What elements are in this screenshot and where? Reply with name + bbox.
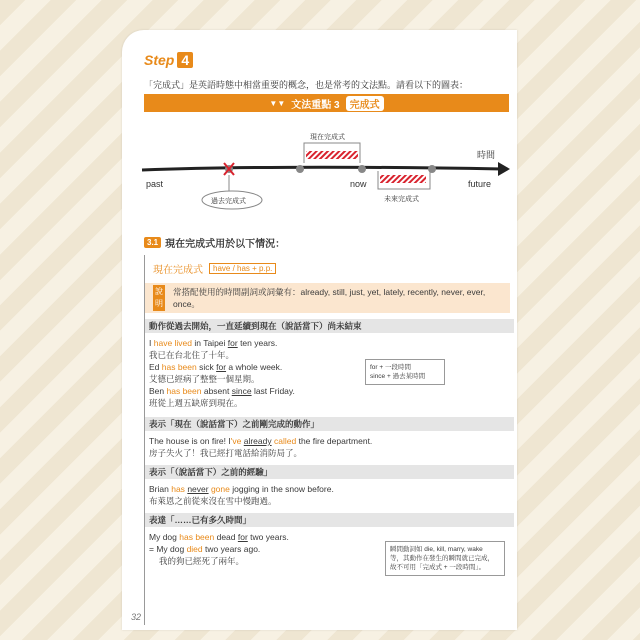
example-4b: = My dog died two years ago. [149,544,261,554]
example-1a: I have lived in Taipei for ten years. [149,338,278,348]
now-point [358,165,366,173]
time-label: 時間 [477,150,496,160]
case-4-header: 表達「……已有多久時間」 [145,513,514,527]
example-4-translation: 我的狗已經死了兩年。 [159,556,245,566]
grammar-panel [144,255,510,625]
banner-title: 文法重點 3 [291,99,340,111]
future-label: future [468,179,492,189]
case-2-examples [145,435,514,459]
explanation-tag: 說明 [153,285,165,311]
page-number: 32 [131,612,142,622]
timeline-arrowhead-icon [498,162,510,176]
panel-heading-text: 現在完成式 [153,264,203,276]
panel-heading [145,259,517,277]
example-1b-translation: 艾德已經病了整整一個星期。 [149,374,260,384]
example-2-translation: 房子失火了！我已經打電話給消防局了。 [149,448,303,458]
banner-boxed-title: 完成式 [346,96,384,111]
step-label: Step [144,52,175,68]
example-2: The house is on fire! I've already called the fire department. [149,436,373,446]
example-1c: Ben has been absent since last Friday. [149,386,295,396]
case-1-header: 動作從過去開始，一直延續到現在（說話當下）尚未結束 [145,319,514,333]
book-page [122,30,517,630]
case-3-header: 表示「（說話當下）之前的經驗」 [145,465,514,479]
for-since-note: for + 一段時間 since + 過去某時間 [365,359,445,385]
past-perfect-label: 過去完成式 [211,198,246,205]
present-perfect-label: 現在完成式 [310,134,345,141]
case-3-examples [145,483,514,507]
section-title: 現在完成式用於以下情況： [165,239,286,250]
formula-box: have / has + p.p. [209,263,276,274]
explanation-text: 常搭配使用的時間副詞或詞彙有：already, still, just, yet, lately, recently, never, ever, once。 [173,287,486,309]
section-number: 3.1 [144,237,161,248]
example-1c-translation: 班從上週五缺席到現在。 [149,398,243,408]
now-label: now [350,179,367,189]
explanation-box [145,283,510,313]
step-heading [144,52,193,68]
section-heading [144,235,285,250]
down-arrows-icon: ▼▼ [269,98,286,108]
past-label: past [146,179,164,189]
example-1a-translation: 我已在台北住了十年。 [149,350,235,360]
tense-timeline [132,125,512,225]
start-point [296,165,304,173]
timeline-line [142,167,502,170]
future-point [428,165,436,173]
step-number: 4 [177,52,193,68]
future-perfect-label: 未來完成式 [384,196,419,203]
case-1-examples [145,337,514,409]
intro-text: 「完成式」是英語時態中相當重要的概念，也是常考的文法點。請看以下的圖表： [144,80,469,90]
example-1b: Ed has been sick for a whole week. [149,362,283,372]
example-4a: My dog has been dead for two years. [149,532,289,542]
present-perfect-bar [306,151,358,159]
instant-verb-note: 瞬間動詞如 die, kill, marry, wake 等，其動作在發生的瞬間就已完成， 故不可用「完成式 + 一段時間」。 [385,541,505,576]
future-perfect-bar [380,175,426,183]
grammar-banner [144,94,509,112]
example-3: Brian has never gone jogging in the snow before. [149,484,334,494]
example-3-translation: 布萊恩之前從來沒在雪中慢跑過。 [149,496,277,506]
case-2-header: 表示「現在（說話當下）之前剛完成的動作」 [145,417,514,431]
